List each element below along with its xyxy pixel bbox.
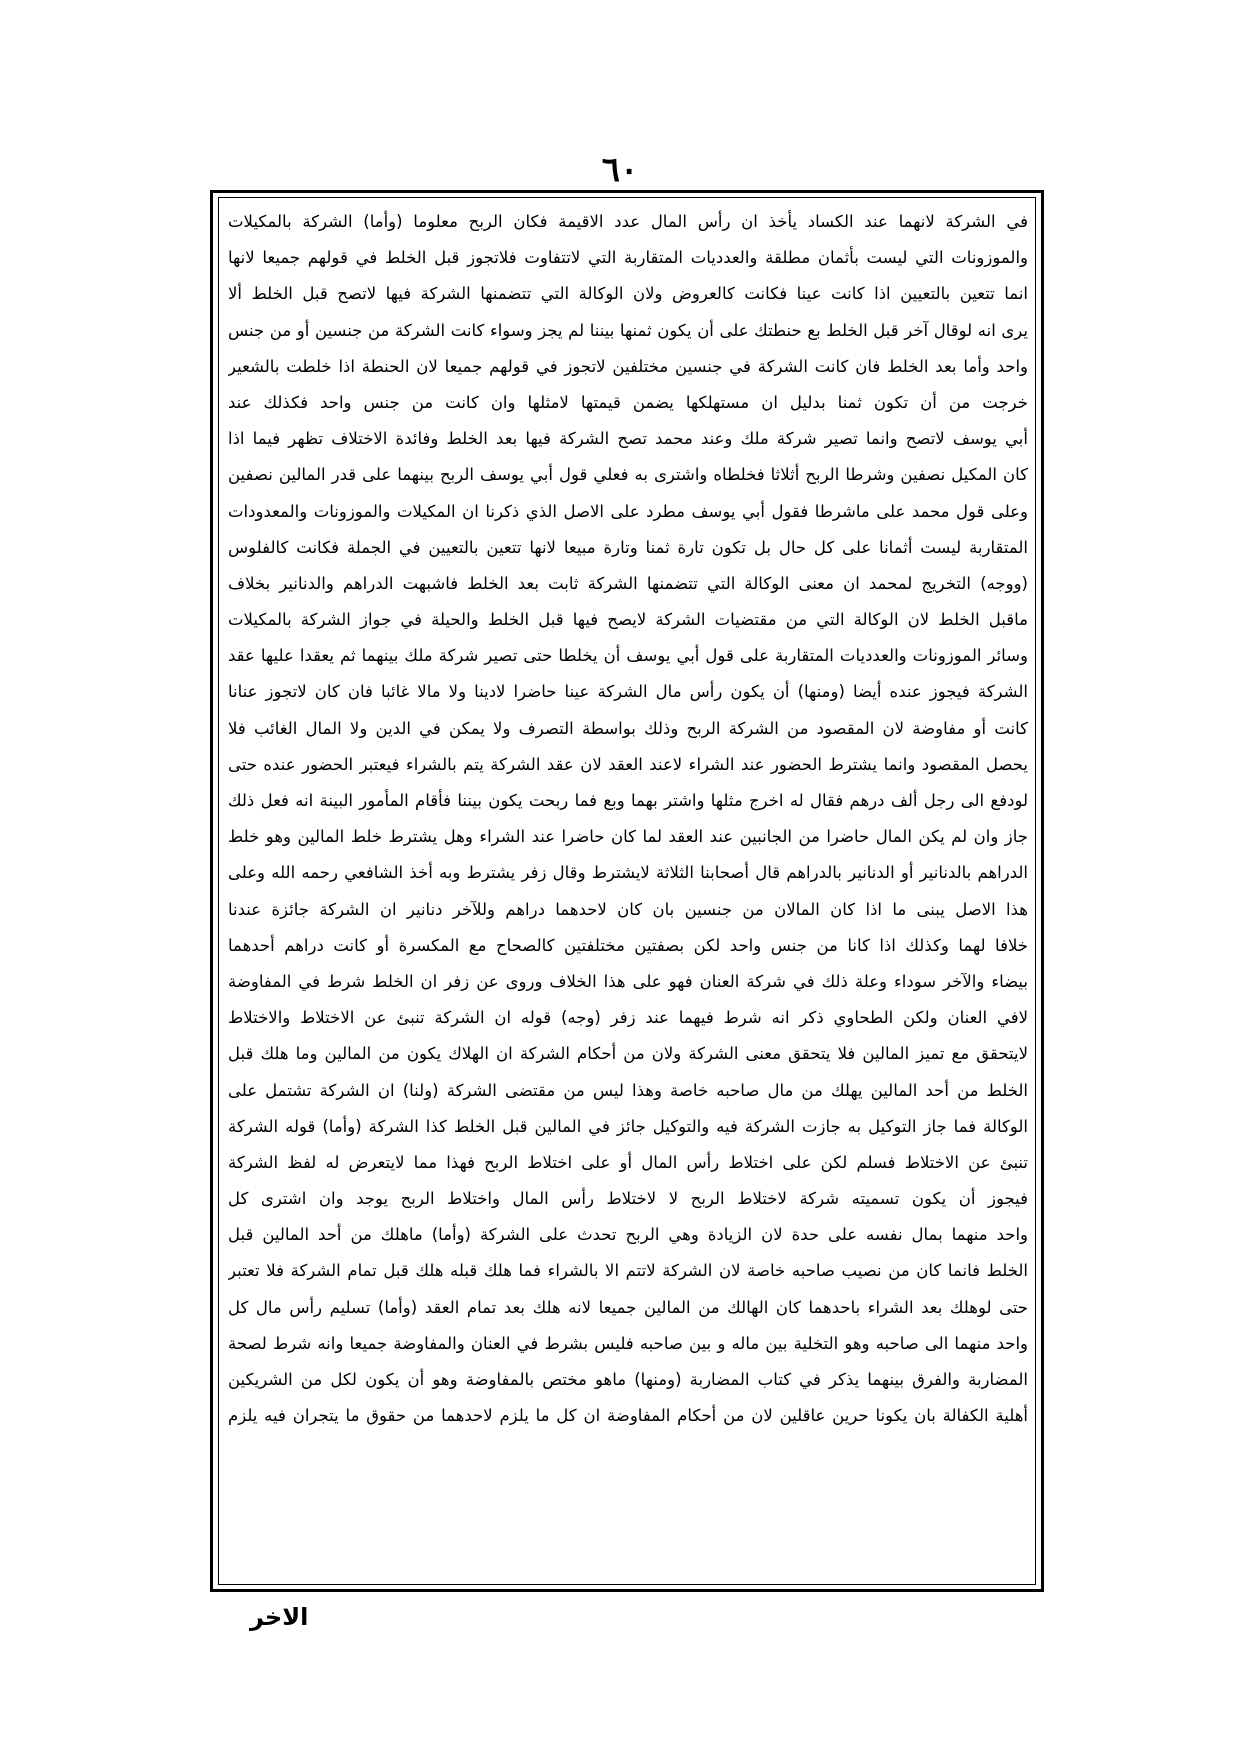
text-line-12: ماقبل الخلط لان الوكالة التي من مقتضيات الشركة لايصح فيها قبل الخلط والحيلة في جواز الشركة بالمكيلات: [228, 610, 1028, 630]
text-line-7: أبي يوسف لاتصح وانما تصير شركة ملك وعند محمد تصح الشركة فيها بعد الخلط وفائدة الاختلاف تظهر فيما اذا: [228, 429, 1028, 449]
catchword: الاخر: [250, 1603, 309, 1631]
text-line-19: الدراهم بالدنانير أو الدنانير بالدراهم قال أصحابنا الثلاثة لايشترط وقال زفر يشترط وبه أخذ الشافعي رحمه الله وعلى: [228, 863, 1028, 883]
text-line-32: واحد منهما الى صاحبه وهو التخلية بين ماله و بين صاحبه فليس بشرط في العنان والمفاوضة جميعا وانه شرط لصحة: [228, 1333, 1028, 1353]
text-line-5: واحد وأما بعد الخلط فان كانت الشركة في جنسين مختلفين لاتجوز في قولهم جميعا لان الحنطة اذا خلطت بالشعير: [228, 356, 1028, 376]
text-line-26: الوكالة فما جاز التوكيل به جازت الشركة فيه والتوكيل جائز في المالين قبل الخلط كذا الشركة (وأما) قوله الشركة: [228, 1116, 1028, 1136]
text-line-1: في الشركة لانهما عند الكساد يأخذ ان رأس المال عدد الاقيمة فكان الربح معلوما (وأما) الشركة بالمكيلات: [228, 212, 1028, 231]
text-line-2: والموزونات التي ليست بأثمان مطلقة والعدديات المتقاربة التي لاتتفاوت فلاتجوز قبل الخلط في قولهم جميعا لانها: [228, 248, 1028, 268]
text-line-3: انما تتعين بالتعيين اذا كانت عينا فكانت كالعروض ولان الوكالة التي تتضمنها الشركة فيها لاتصح قبل الخلط ألا: [228, 284, 1028, 304]
text-line-22: بيضاء والآخر سوداء وعلة ذلك في شركة العنان فهو على هذا الخلاف وروى عن زفر ان الخلط شرط في المفاوضة: [228, 971, 1028, 991]
text-line-30: الخلط فانما كان من نصيب صاحبه خاصة لان الشركة لاتتم الا بالشراء فما هلك قبله هلك قبل تمام الشركة فلا تعتبر: [228, 1261, 1028, 1281]
text-line-16: يحصل المقصود وانما يشترط الحضور عند الشراء لاعند العقد لان عقد الشركة يتم بالشراء فيعتبر الحضور عنده حتى: [228, 754, 1028, 774]
text-line-34: أهلية الكفالة بان يكونا حرين عاقلين لان من أحكام المفاوضة ان كل ما يلزم لاحدهما من حقوق ما يتجران فيه يلزم: [228, 1406, 1028, 1426]
text-line-24: لايتحقق مع تميز المالين فلا يتحقق معنى الشركة ولان من أحكام الشركة ان الهلاك يكون من المالين وما هلك قبل: [228, 1044, 1028, 1064]
text-line-15: كانت أو مفاوضة لان المقصود من الشركة الربح وذلك بواسطة التصرف ولا يمكن في الدين ولا المال الغائب فلا: [228, 718, 1028, 738]
text-line-20: هذا الاصل يبنى ما اذا كان المالان من جنسين بان كان لاحدهما دراهم وللآخر دنانير ان الشركة جائزة عندنا: [228, 899, 1028, 919]
text-line-6: خرجت من أن تكون ثمنا بدليل ان مستهلكها يضمن قيمتها لامثلها وان كانت من جنس واحد فكذلك عند: [228, 392, 1028, 412]
page-number: ٦٠: [601, 150, 639, 190]
text-line-31: حتى لوهلك بعد الشراء باحدهما كان الهالك من المالين جميعا لانه هلك بعد تمام العقد (وأما) تسليم رأس مال كل: [228, 1297, 1028, 1317]
text-line-11: (ووجه) التخريج لمحمد ان معنى الوكالة التي تتضمنها الشركة ثابت بعد الخلط فاشبهت الدراهم والدنانير بخلاف: [228, 573, 1028, 593]
text-line-33: المضاربة والفرق بينهما يذكر في كتاب المضاربة (ومنها) ماهو مختص بالمفاوضة وهو أن يكون لكل من الشريكين: [228, 1370, 1028, 1389]
text-line-10: المتقاربة ليست أثمانا على كل حال بل تكون تارة ثمنا وتارة مبيعا لانها تتعين بالتعيين في الجملة فكانت كالفلوس: [228, 537, 1028, 557]
text-line-18: جاز وان لم يكن المال حاضرا من الجانبين عند العقد لما كان حاضرا عند الشراء وهل يشترط خلط المالين وهو خلط: [228, 827, 1028, 847]
text-line-28: فيجوز أن يكون تسميته شركة لاختلاط الربح لا لاختلاط رأس المال واختلاط الربح يوجد وان اشترى كل: [228, 1189, 1028, 1209]
text-line-4: يرى انه لوقال آخر قبل الخلط بع حنطتك على أن يكون ثمنها بيننا لم يجز وسواء كانت الشركة من جنسين أو من جنس: [228, 320, 1028, 340]
text-line-21: خلافا لهما وكذلك اذا كانا من جنس واحد لكن بصفتين مختلفتين كالصحاح مع المكسرة أو كانت دراهم أحدهما: [228, 935, 1028, 955]
text-line-9: وعلى قول محمد على ماشرطا فقول أبي يوسف مطرد على الاصل الذي ذكرنا ان المكيلات والموزونات والمعدودات: [228, 501, 1028, 521]
text-line-13: وسائر الموزونات والعدديات المتقاربة على قول أبي يوسف أن يخلطا حتى تصير شركة ملك بينهما ثم يعقدا عليها عقد: [228, 646, 1028, 666]
text-line-27: تنبئ عن الاختلاط فسلم لكن على اختلاط رأس المال أو على اختلاط الربح فهذا مما لايتعرض له لفظ الشركة: [228, 1152, 1028, 1172]
text-line-17: لودفع الى رجل ألف درهم فقال له اخرج مثلها واشتر بهما وبع فما ربحت يكون بيننا فأقام المأمور البينة انه فعل ذلك: [228, 791, 1028, 810]
text-line-25: الخلط من أحد المالين يهلك من مال صاحبه خاصة وهذا ليس من مقتضى الشركة (ولنا) ان الشركة تشتمل على: [228, 1080, 1028, 1100]
text-line-23: لافي العنان ولكن الطحاوي ذكر انه شرط فيهما عند زفر (وجه) قوله ان الشركة تنبئ عن الاختلاط والاختلاط: [228, 1008, 1028, 1028]
text-line-29: واحد منهما بمال نفسه على حدة لان الزيادة وهي الربح تحدث على الشركة (وأما) ماهلك من أحد المالين قبل: [228, 1225, 1028, 1245]
text-line-14: الشركة فيجوز عنده أيضا (ومنها) أن يكون رأس مال الشركة عينا حاضرا لادينا ولا مالا غائبا فان كان لاتجوز عنانا: [228, 682, 1028, 702]
text-block: [228, 204, 1028, 1582]
text-line-8: كان المكيل نصفين وشرطا الربح أثلاثا فخلطاه واشترى به فعلي قول أبي يوسف الربح بينهما على قدر المالين نصفين: [228, 465, 1028, 485]
